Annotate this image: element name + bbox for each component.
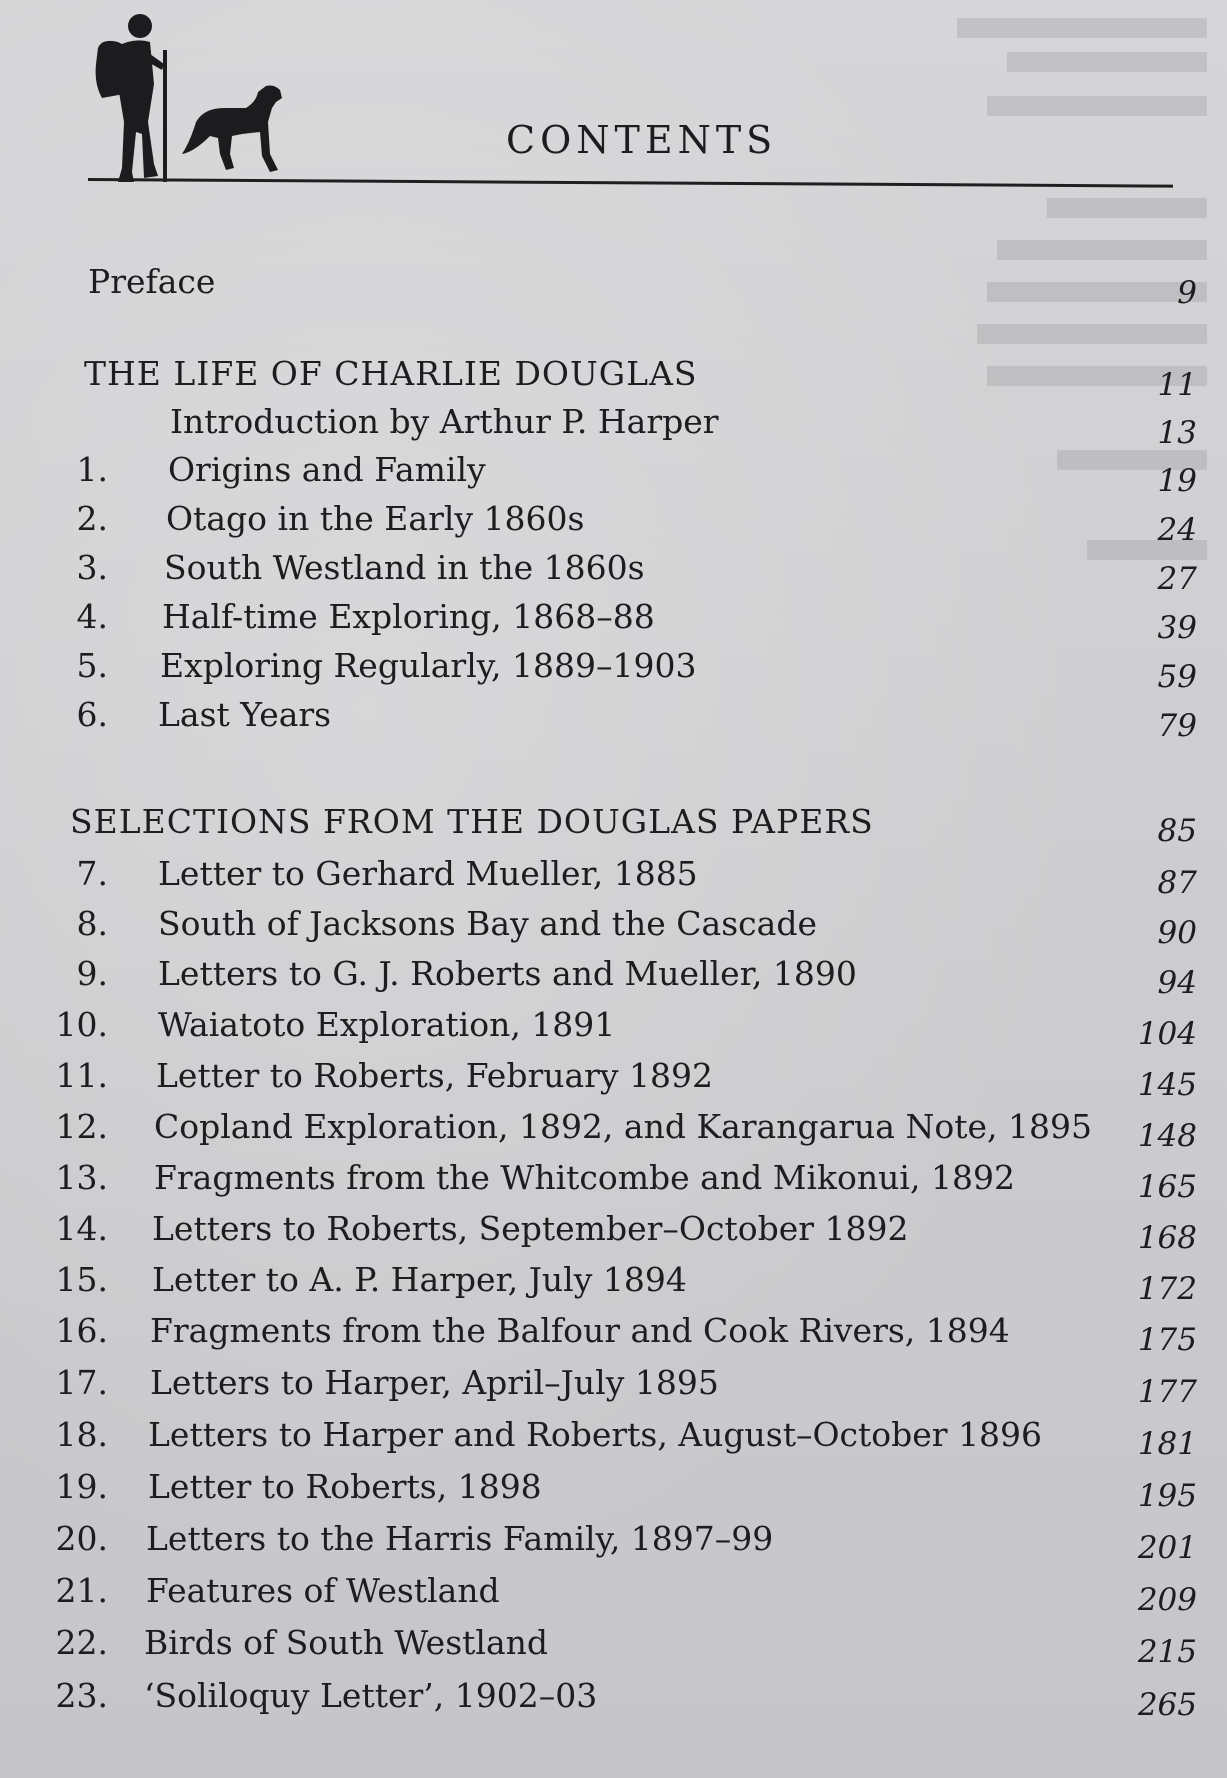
toc-entry[interactable] — [54, 546, 1197, 597]
toc-entry[interactable] — [54, 644, 1197, 695]
toc-entry-number: 12. — [55, 1107, 108, 1146]
toc-entry-label: Waiatoto Exploration, 1891 — [158, 1005, 616, 1044]
toc-entry-label: Letter to Roberts, February 1892 — [156, 1056, 714, 1095]
toc-entry-number: 8. — [76, 904, 108, 943]
toc-entry-label: Half-time Exploring, 1868–88 — [162, 597, 655, 636]
toc-entry-page: 215 — [1137, 1634, 1197, 1670]
toc-entry-label: Copland Exploration, 1892, and Karangarua Note, 1895 — [154, 1107, 1092, 1146]
toc-entry-number: 19. — [55, 1467, 108, 1506]
toc-entry-number: 7. — [76, 854, 108, 893]
toc-entry-number: 21. — [55, 1571, 108, 1610]
toc-entry-page: 177 — [1137, 1374, 1197, 1410]
toc-entry-page: 195 — [1137, 1478, 1197, 1514]
toc-entry-label: South Westland in the 1860s — [164, 548, 645, 587]
toc-entry-number: 22. — [55, 1623, 108, 1662]
toc-entry-label: Letters to the Harris Family, 1897–99 — [146, 1519, 774, 1558]
toc-preface-page: 9 — [1177, 275, 1197, 311]
toc-entry-page: 27 — [1157, 561, 1197, 597]
toc-entry[interactable] — [54, 1054, 1197, 1103]
toc-entry-number: 9. — [76, 954, 108, 993]
toc-entry-page: 209 — [1137, 1582, 1197, 1618]
toc-entry-number: 2. — [76, 499, 108, 538]
toc-entry-label: Introduction by Arthur P. Harper — [170, 402, 719, 441]
toc-entry-page: 172 — [1137, 1271, 1197, 1307]
toc-entry-label: Exploring Regularly, 1889–1903 — [160, 646, 697, 685]
toc-entry[interactable] — [54, 902, 1197, 951]
toc-entry[interactable] — [54, 693, 1197, 744]
toc-entry-page: 24 — [1157, 512, 1197, 548]
toc-entry[interactable] — [54, 400, 1197, 451]
toc-preface[interactable] — [54, 260, 1197, 311]
toc-entry-label: ‘Soliloquy Letter’, 1902–03 — [144, 1676, 598, 1715]
toc-entry-number: 1. — [76, 450, 108, 489]
toc-entry-label: Letter to Roberts, 1898 — [148, 1467, 542, 1506]
section-page: 11 — [1157, 367, 1197, 403]
toc-entry[interactable] — [54, 1361, 1197, 1410]
section-title: THE LIFE OF CHARLIE DOUGLAS — [84, 354, 698, 393]
toc-entry-label: Last Years — [158, 695, 332, 734]
toc-entry-number: 17. — [55, 1363, 108, 1402]
toc-entry[interactable] — [54, 448, 1197, 499]
toc-entry-label: Letters to Roberts, September–October 1892 — [152, 1209, 909, 1248]
toc-entry-number: 15. — [55, 1260, 108, 1299]
toc-entry-label: Origins and Family — [168, 450, 486, 489]
toc-entry-number: 14. — [55, 1209, 108, 1248]
toc-entry-page: 39 — [1157, 610, 1197, 646]
toc-entry[interactable] — [54, 1105, 1197, 1154]
toc-entry-page: 201 — [1137, 1530, 1197, 1566]
toc-entry-page: 148 — [1137, 1118, 1197, 1154]
toc-entry-number: 4. — [76, 597, 108, 636]
toc-entry[interactable] — [54, 852, 1197, 901]
toc-entry-label: Letters to G. J. Roberts and Mueller, 1890 — [158, 954, 857, 993]
toc-entry-label: Letters to Harper and Roberts, August–October 1896 — [148, 1415, 1043, 1454]
toc-entry-page: 265 — [1137, 1687, 1197, 1723]
toc-entry-page: 79 — [1157, 708, 1197, 744]
toc-entry[interactable] — [54, 1621, 1197, 1670]
section-page: 85 — [1157, 813, 1197, 849]
toc-entry[interactable] — [54, 1569, 1197, 1618]
toc-entry[interactable] — [54, 595, 1197, 646]
toc-entry-page: 94 — [1157, 965, 1197, 1001]
toc-entry-label: Letter to Gerhard Mueller, 1885 — [158, 854, 698, 893]
toc-entry-number: 3. — [76, 548, 108, 587]
toc-entry-label: Fragments from the Whitcombe and Mikonui, 1892 — [154, 1158, 1015, 1197]
toc-entry[interactable] — [54, 1674, 1197, 1723]
toc-preface-label: Preface — [88, 262, 216, 301]
toc-entry-number: 16. — [55, 1311, 108, 1350]
toc-entry-page: 175 — [1137, 1322, 1197, 1358]
toc-entry-page: 168 — [1137, 1220, 1197, 1256]
toc-entry-number: 13. — [55, 1158, 108, 1197]
section-title: SELECTIONS FROM THE DOUGLAS PAPERS — [70, 802, 874, 841]
toc-entry-page: 59 — [1157, 659, 1197, 695]
toc-entry-number: 10. — [55, 1005, 108, 1044]
toc-entry-page: 19 — [1157, 463, 1197, 499]
toc-entry-page: 13 — [1157, 415, 1197, 451]
toc-entry-page: 87 — [1157, 865, 1197, 901]
toc-entry-page: 104 — [1137, 1016, 1197, 1052]
toc-entry-label: Letter to A. P. Harper, July 1894 — [152, 1260, 687, 1299]
toc-entry[interactable] — [54, 1207, 1197, 1256]
toc-entry[interactable] — [54, 1309, 1197, 1358]
toc-entry-page: 181 — [1137, 1426, 1197, 1462]
section-heading[interactable] — [54, 800, 1197, 849]
toc-entry[interactable] — [54, 1465, 1197, 1514]
toc-entry-number: 18. — [55, 1415, 108, 1454]
toc-entry-label: South of Jacksons Bay and the Cascade — [158, 904, 817, 943]
toc-entry-number: 6. — [76, 695, 108, 734]
toc-entry-label: Birds of South Westland — [144, 1623, 548, 1662]
toc-entry[interactable] — [54, 1517, 1197, 1566]
toc-entry-page: 90 — [1157, 915, 1197, 951]
toc-entry-label: Otago in the Early 1860s — [166, 499, 585, 538]
toc-entry[interactable] — [54, 497, 1197, 548]
toc-entry[interactable] — [54, 1003, 1197, 1052]
toc-entry-label: Fragments from the Balfour and Cook Rivers, 1894 — [150, 1311, 1010, 1350]
toc-entry-label: Features of Westland — [146, 1571, 500, 1610]
toc-entry[interactable] — [54, 1413, 1197, 1462]
toc-entry-label: Letters to Harper, April–July 1895 — [150, 1363, 719, 1402]
toc-entry-number: 23. — [55, 1676, 108, 1715]
toc-entry-number: 11. — [55, 1056, 108, 1095]
toc-entry-page: 165 — [1137, 1169, 1197, 1205]
toc-entry[interactable] — [54, 1156, 1197, 1205]
toc-entry-number: 5. — [76, 646, 108, 685]
toc-entry[interactable] — [54, 952, 1197, 1001]
toc-entry-number: 20. — [55, 1519, 108, 1558]
section-heading[interactable] — [54, 352, 1197, 403]
toc-entry[interactable] — [54, 1258, 1197, 1307]
page-title: CONTENTS — [506, 118, 778, 162]
toc-entry-page: 145 — [1137, 1067, 1197, 1103]
